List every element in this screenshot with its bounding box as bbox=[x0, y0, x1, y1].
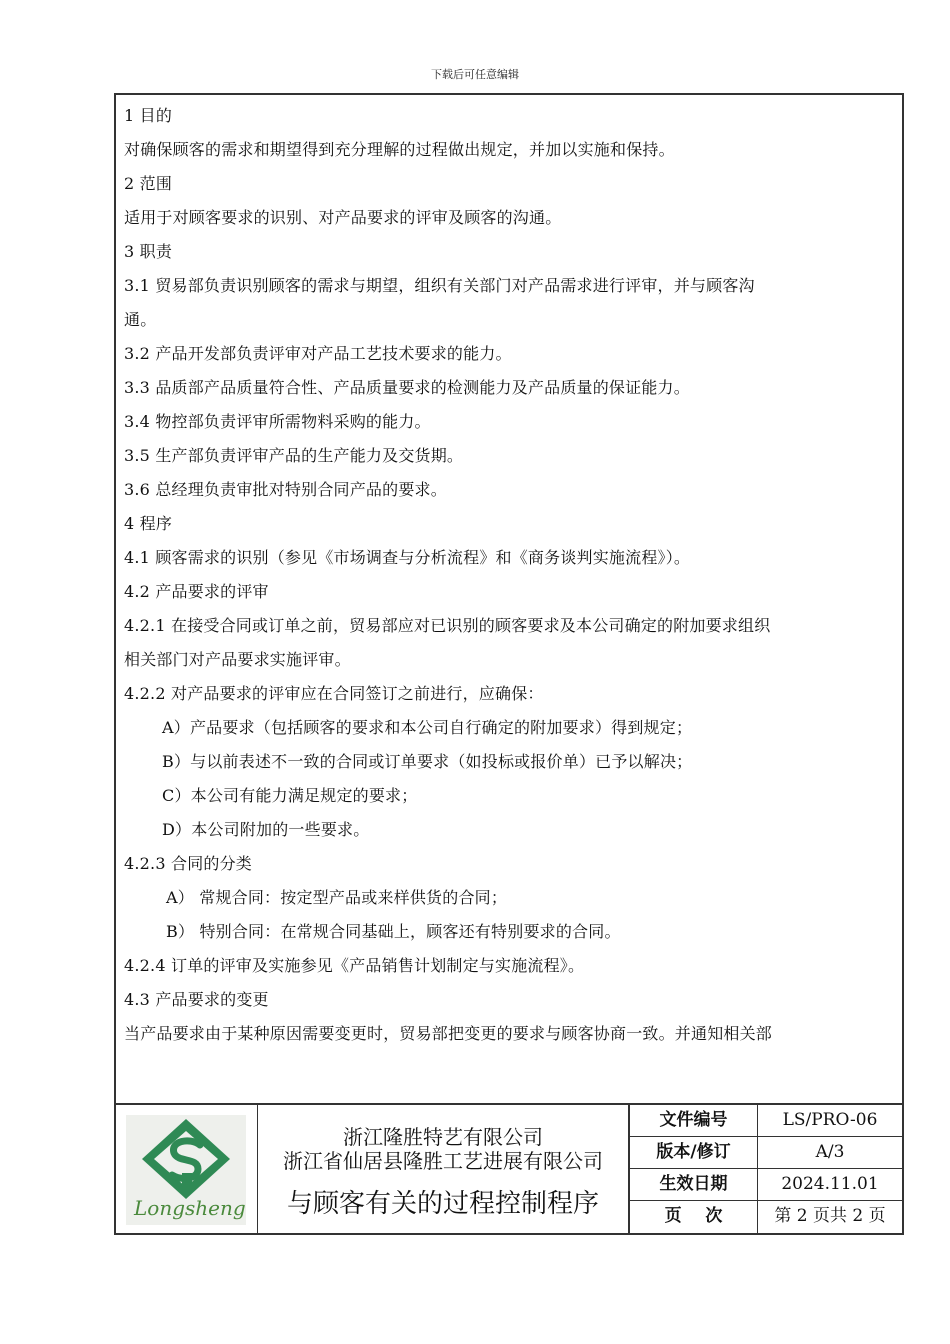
body-line: 4 程序 bbox=[124, 514, 173, 533]
body-line: 4.2.3 合同的分类 bbox=[124, 854, 252, 873]
body-line: 3.1 贸易部负责识别顾客的需求与期望，组织有关部门对产品需求进行评审，并与顾客沟 bbox=[124, 276, 755, 295]
meta-label: 文件编号 bbox=[630, 1105, 758, 1136]
body-line: 3 职责 bbox=[124, 242, 173, 261]
body-line: 4.2.1 在接受合同或订单之前，贸易部应对已识别的顾客要求及本公司确定的附加要求组织 bbox=[124, 616, 771, 635]
company-name-2: 浙江省仙居县隆胜工艺进展有限公司 bbox=[283, 1149, 603, 1173]
logo-cell bbox=[116, 1105, 258, 1235]
company-cell bbox=[258, 1105, 630, 1235]
body-line: 1 目的 bbox=[124, 106, 173, 125]
meta-label: 版本/修订 bbox=[630, 1137, 758, 1168]
body-line: 2 范围 bbox=[124, 174, 173, 193]
body-line: 4.1 顾客需求的识别（参见《市场调查与分析流程》和《商务谈判实施流程》）。 bbox=[124, 548, 691, 567]
body-line: 通。 bbox=[124, 310, 157, 329]
body-line: A） 常规合同：按定型产品或来样供货的合同； bbox=[166, 888, 508, 907]
meta-value: 2024.11.01 bbox=[781, 1174, 879, 1194]
meta-row-doc-number bbox=[630, 1105, 902, 1137]
body-line: 适用于对顾客要求的识别、对产品要求的评审及顾客的沟通。 bbox=[124, 208, 562, 227]
body-line: B） 特别合同：在常规合同基础上，顾客还有特别要求的合同。 bbox=[166, 922, 621, 941]
body-line: 3.3 品质部产品质量符合性、产品质量要求的检测能力及产品质量的保证能力。 bbox=[124, 378, 690, 397]
meta-label: 生效日期 bbox=[630, 1169, 758, 1200]
body-line: A）产品要求（包括顾客的要求和本公司自行确定的附加要求）得到规定； bbox=[162, 718, 693, 737]
logo-emblem-icon bbox=[126, 1115, 246, 1225]
body-line: 3.2 产品开发部负责评审对产品工艺技术要求的能力。 bbox=[124, 344, 512, 363]
meta-label: 页 次 bbox=[630, 1201, 758, 1235]
company-name-1: 浙江隆胜特艺有限公司 bbox=[343, 1125, 543, 1149]
meta-row-version bbox=[630, 1137, 902, 1169]
body-line: 3.4 物控部负责评审所需物料采购的能力。 bbox=[124, 412, 431, 431]
meta-value: A/3 bbox=[815, 1142, 845, 1162]
body-line: D）本公司附加的一些要求。 bbox=[162, 820, 370, 839]
body-line: 4.2.2 对产品要求的评审应在合同签订之前进行，应确保： bbox=[124, 684, 544, 703]
body-line: 4.2.4 订单的评审及实施参见《产品销售计划制定与实施流程》。 bbox=[124, 956, 585, 975]
company-logo bbox=[126, 1115, 246, 1225]
body-line: 3.5 生产部负责评审产品的生产能力及交货期。 bbox=[124, 446, 464, 465]
body-line: 对确保顾客的需求和期望得到充分理解的过程做出规定，并加以实施和保持。 bbox=[124, 140, 675, 159]
meta-value: 第 2 页共 2 页 bbox=[774, 1206, 886, 1226]
meta-value: LS/PRO-06 bbox=[782, 1110, 878, 1130]
meta-row-page bbox=[630, 1201, 902, 1235]
document-footer bbox=[116, 1103, 902, 1235]
body-line: C）本公司有能力满足规定的要求； bbox=[162, 786, 418, 805]
body-line: B）与以前表述不一致的合同或订单要求（如投标或报价单）已予以解决； bbox=[162, 752, 693, 771]
document-body bbox=[124, 99, 896, 1051]
body-line: 4.2 产品要求的评审 bbox=[124, 582, 269, 601]
body-line: 3.6 总经理负责审批对特别合同产品的要求。 bbox=[124, 480, 447, 499]
meta-row-effective-date bbox=[630, 1169, 902, 1201]
body-line: 相关部门对产品要求实施评审。 bbox=[124, 650, 351, 669]
header-note: 下载后可任意编辑 bbox=[431, 68, 519, 81]
logo-text: Longsheng bbox=[134, 1196, 246, 1220]
document-title: 与顾客有关的过程控制程序 bbox=[286, 1189, 599, 1219]
body-line: 4.3 产品要求的变更 bbox=[124, 990, 269, 1009]
document-meta-table bbox=[630, 1105, 902, 1235]
document-frame bbox=[114, 93, 904, 1235]
body-line: 当产品要求由于某种原因需要变更时，贸易部把变更的要求与顾客协商一致。并通知相关部 bbox=[124, 1024, 773, 1043]
